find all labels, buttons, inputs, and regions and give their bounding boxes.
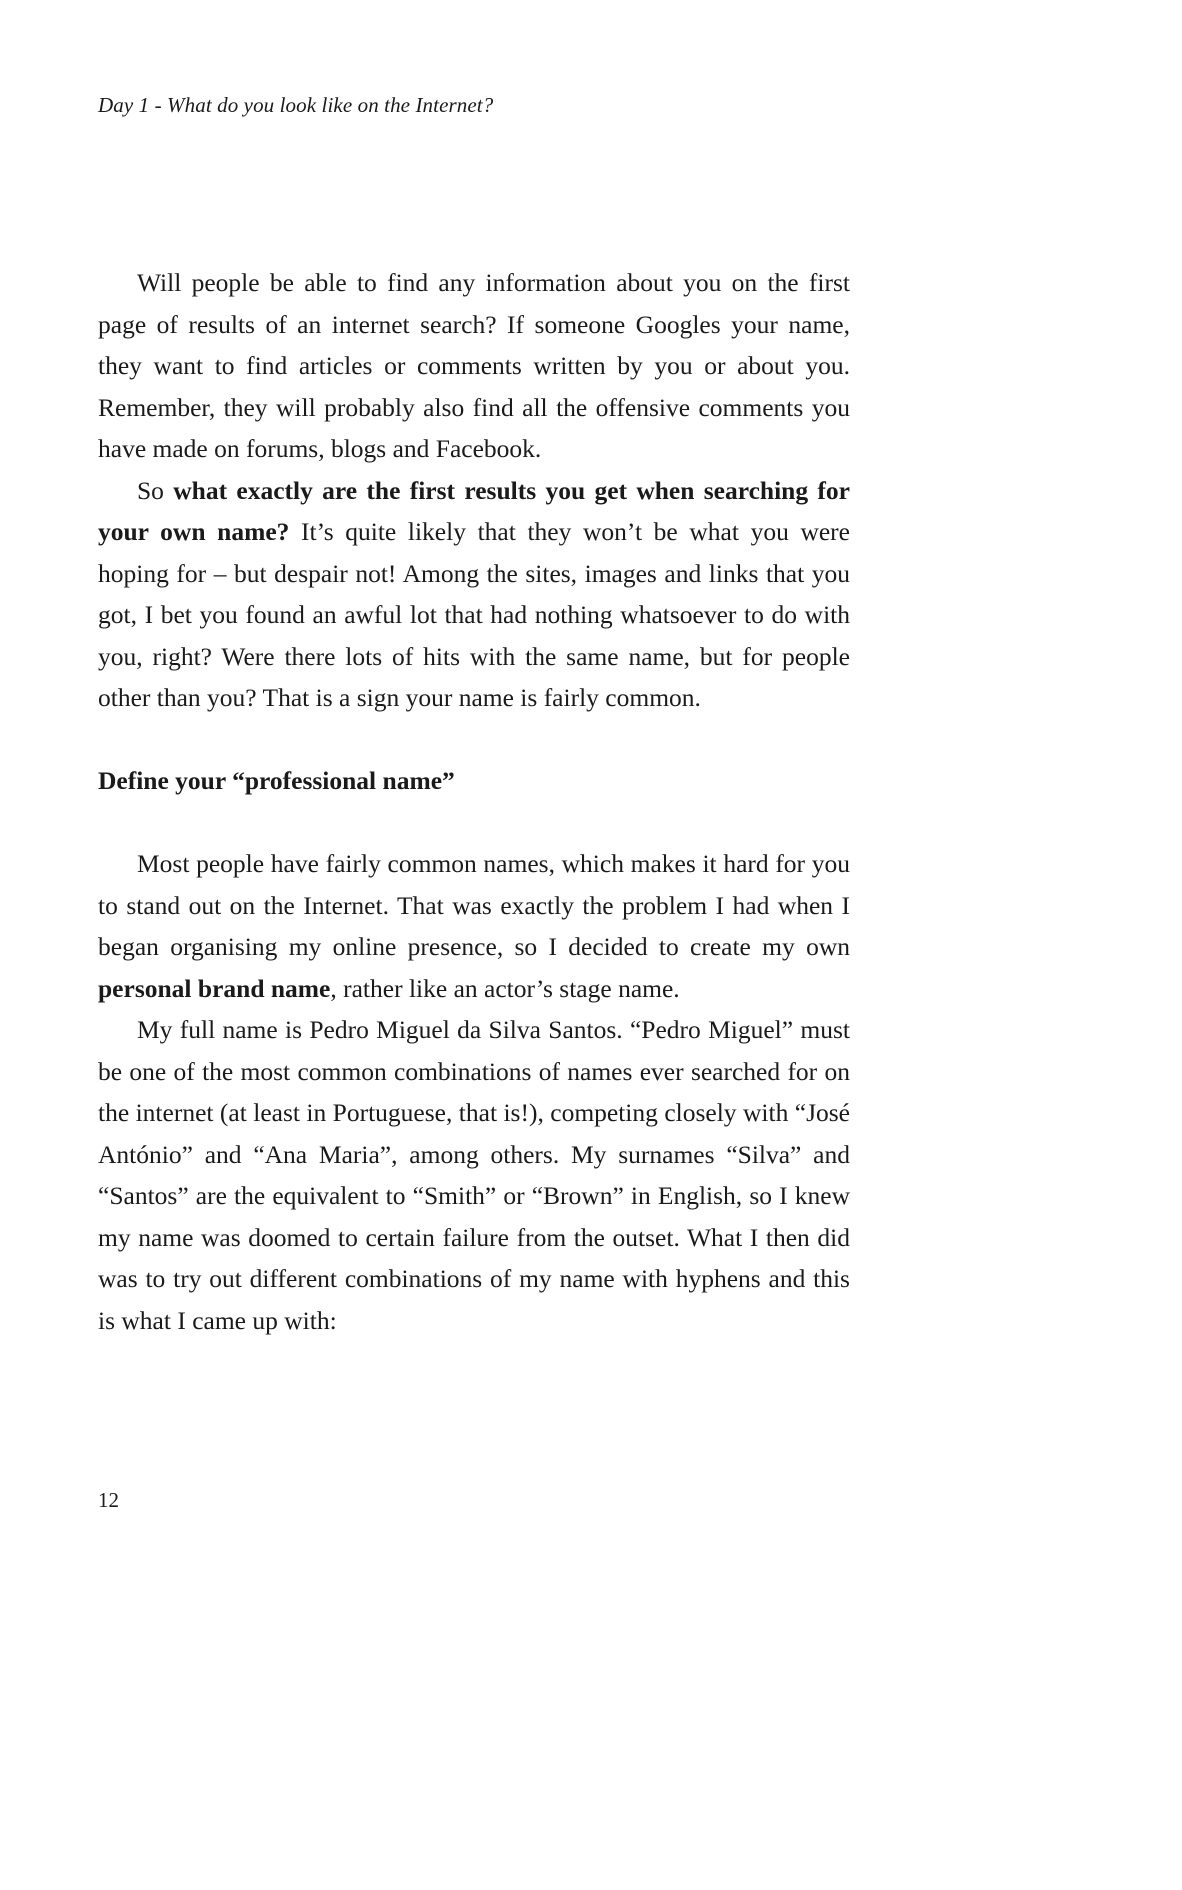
paragraph-common-names-lead: Most people have fairly common names, which makes it hard for you to stand out on the Internet. That was exactly the problem I had when I began organising my online presence, so I decided to create my own xyxy=(98,849,850,961)
paragraph-first-results xyxy=(98,470,850,719)
page-body xyxy=(98,262,850,1341)
paragraph-common-names-emphasis: personal brand name xyxy=(98,973,331,1003)
paragraph-first-results-rest: It’s quite likely that they won’t be what you were hoping for – but despair not! Among the sites, images and links that you got, I bet you found an awful lot that had nothing whatsoever to do with you, right? Were there lots of hits with the same name, but for people other than you? That is a sign your name is fairly common. xyxy=(98,517,850,712)
paragraph-common-names xyxy=(98,843,850,1009)
section-heading: Define your “professional name” xyxy=(98,766,455,795)
paragraph-search-visibility: Will people be able to find any information about you on the first page of results of an internet search? If someone Googles your name, they want to find articles or comments written by you or about you. Remember, they will probably also find all the offensive comments you have made on forums, blogs and Facebook. xyxy=(98,268,850,463)
paragraph-common-names-rest: , rather like an actor’s stage name. xyxy=(330,973,680,1003)
page-number: 12 xyxy=(98,1488,119,1512)
paragraph-full-name: My full name is Pedro Miguel da Silva Santos. “Pedro Miguel” must be one of the most common combinations of names ever searched for on the internet (at least in Portuguese, that is!), competing closely with “José António” and “Ana Maria”, among others. My surnames “Silva” and “Santos” are the equivalent to “Smith” or “Brown” in English, so I knew my name was doomed to certain failure from the outset. What I then did was to try out different combinations of my name with hyphens and this is what I came up with: xyxy=(98,1015,850,1335)
running-header: Day 1 - What do you look like on the Internet? xyxy=(98,93,494,117)
paragraph-first-results-emphasis: what exactly are the first results you get when searching for your own name? xyxy=(98,475,850,546)
paragraph-first-results-lead: So xyxy=(137,475,174,505)
